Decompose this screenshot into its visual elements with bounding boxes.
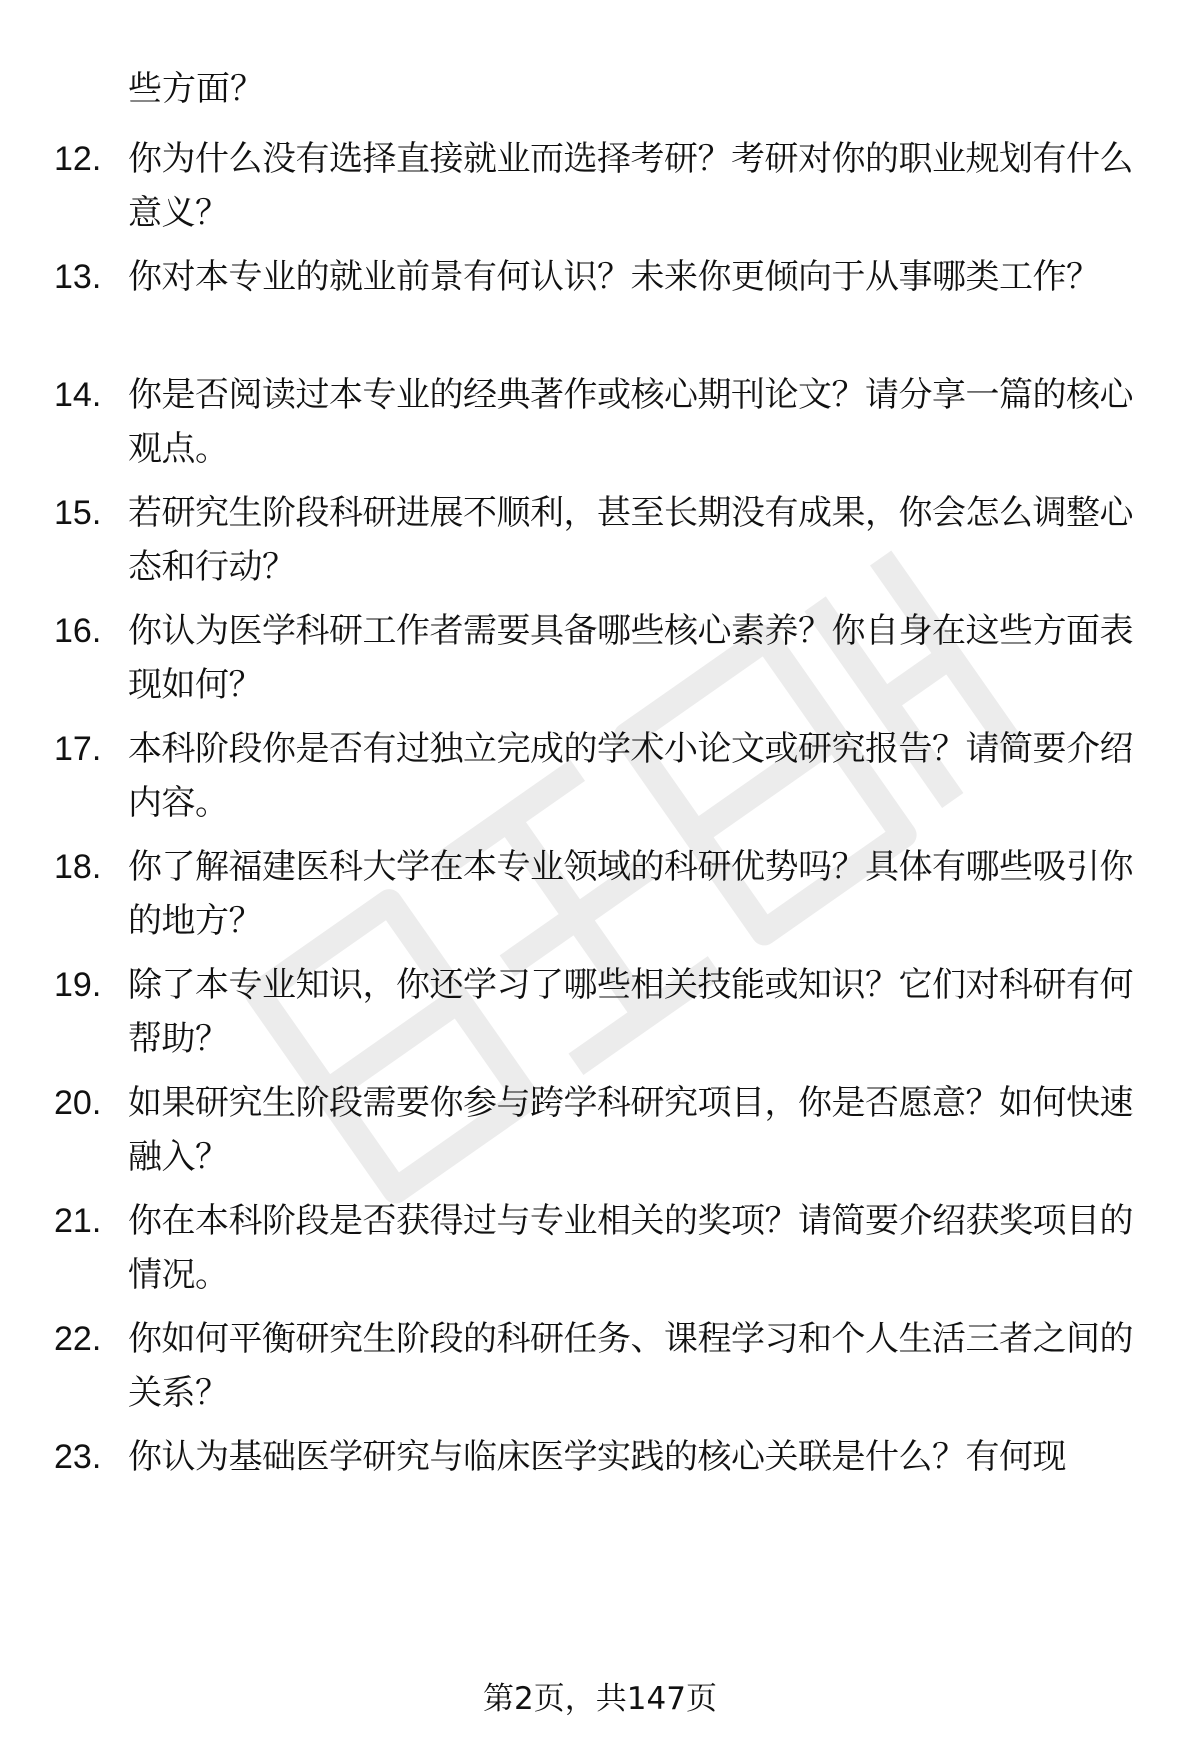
question-number: 21. xyxy=(54,1202,102,1240)
question-number: 22. xyxy=(54,1320,102,1358)
question-19 xyxy=(0,958,1200,1068)
question-number: 15. xyxy=(54,494,102,532)
question-number: 13. xyxy=(54,258,102,296)
question-text: 你了解福建医科大学在本专业领域的科研优势吗？具体有哪些吸引你的地方？ xyxy=(128,847,1133,941)
question-12 xyxy=(0,132,1200,242)
question-14 xyxy=(0,368,1200,478)
question-number: 14. xyxy=(54,376,102,414)
question-21 xyxy=(0,1194,1200,1304)
question-text: 如果研究生阶段需要你参与跨学科研究项目，你是否愿意？如何快速融入？ xyxy=(128,1083,1133,1177)
question-text: 除了本专业知识，你还学习了哪些相关技能或知识？它们对科研有何帮助？ xyxy=(128,965,1133,1059)
question-number: 23. xyxy=(54,1438,102,1476)
question-text: 你为什么没有选择直接就业而选择考研？考研对你的职业规划有什么意义？ xyxy=(128,139,1133,233)
question-text: 你如何平衡研究生阶段的科研任务、课程学习和个人生活三者之间的关系？ xyxy=(128,1319,1133,1413)
page-footer: 第2页，共147页 xyxy=(483,1681,717,1717)
question-number: 19. xyxy=(54,966,102,1004)
question-20 xyxy=(0,1076,1200,1186)
question-text: 若研究生阶段科研进展不顺利，甚至长期没有成果，你会怎么调整心态和行动？ xyxy=(128,493,1133,587)
question-number: 16. xyxy=(54,612,102,650)
question-text: 本科阶段你是否有过独立完成的学术小论文或研究报告？请简要介绍内容。 xyxy=(128,729,1133,823)
question-text: 你认为基础医学研究与临床医学实践的核心关联是什么？有何现 xyxy=(128,1437,1066,1477)
question-17 xyxy=(0,722,1200,832)
question-16 xyxy=(0,604,1200,714)
question-13 xyxy=(0,250,1200,360)
question-text: 你是否阅读过本专业的经典著作或核心期刊论文？请分享一篇的核心观点。 xyxy=(128,375,1133,469)
question-22 xyxy=(0,1312,1200,1422)
question-text: 你对本专业的就业前景有何认识？未来你更倾向于从事哪类工作？ xyxy=(128,257,1100,297)
question-text: 你认为医学科研工作者需要具备哪些核心素养？你自身在这些方面表现如何？ xyxy=(128,611,1133,705)
question-number: 20. xyxy=(54,1084,102,1122)
question-15 xyxy=(0,486,1200,596)
continued-question-text: 些方面？ xyxy=(128,69,264,109)
question-number: 12. xyxy=(54,140,102,178)
question-18 xyxy=(0,840,1200,950)
question-number: 17. xyxy=(54,730,102,768)
question-text: 你在本科阶段是否获得过与专业相关的奖项？请简要介绍获奖项目的情况。 xyxy=(128,1201,1133,1295)
question-number: 18. xyxy=(54,848,102,886)
question-23 xyxy=(0,1430,1200,1486)
